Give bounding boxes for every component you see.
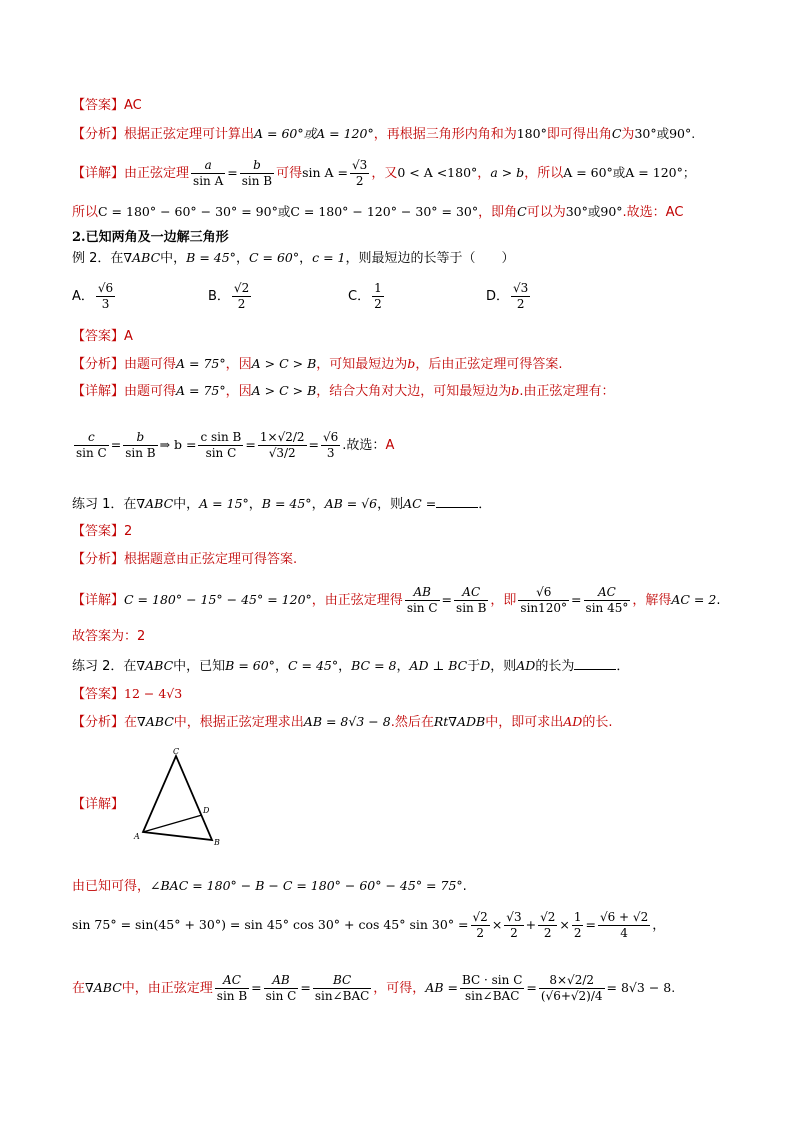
option-d: D． $\frac{√3}{2}$ <box>486 281 529 311</box>
option-b: B． $\frac{√2}{2}$ <box>208 281 250 311</box>
practice-2-stem: 练习 2．在∇ABC中，已知B = 60°，C = 45°，BC = 8，AD ⊥ BC于D，则AD的长为 ． <box>72 658 630 674</box>
analysis-text: 根据正弦定理可计算出 <box>124 127 255 142</box>
math-expr: 30°或90° <box>565 204 623 219</box>
fraction: $\frac{b}{\text{sin B}}$ <box>241 158 273 188</box>
label-b: B <box>214 838 220 847</box>
segment-ad <box>143 815 202 832</box>
detail-line-3: 【详解】由题可得A = 75°，因A > C > B，结合大角对大边，可知最短边为b.由正弦定理有： <box>72 383 615 399</box>
detail-tag-practice-2: 【详解】 <box>72 797 125 812</box>
detail-text: ， <box>477 166 491 181</box>
detail-text: 可得 <box>276 166 303 181</box>
option-a: A． $\frac{√6}{3}$ <box>72 281 114 311</box>
answer-value: AC <box>124 98 142 113</box>
label-d: D <box>203 806 210 815</box>
answer-line-3: 【答案】2 <box>72 524 133 539</box>
analysis-line-4: 【分析】在∇ABC中，根据正弦定理求出AB = 8√3 − 8.然后在Rt∇ADB中，即可求出AD的长. <box>72 714 613 730</box>
detail-line-1: 【详解】由正弦定理 $\frac{a}{\text{sin A}}$ = $\frac{b}{\text{sin B}}$ 可得sin A = $\frac{√3}{2}$ ，又0 < A <180°，a > b，所以A = 60°或A = 120°； <box>72 158 696 188</box>
option-c: C． $\frac{1}{2}$ <box>348 281 382 311</box>
math-expr: sin A = <box>302 165 349 180</box>
detail-text: ，又 <box>371 166 398 181</box>
math-expr: C <box>517 204 527 219</box>
answer-line-1 <box>72 96 734 116</box>
detail-text: 所以 <box>72 205 99 220</box>
detail-tag: 【详解】 <box>72 166 125 181</box>
detail-line-5: 由已知可得，∠BAC = 180° − B − C = 180° − 60° − 45° = 75°. <box>72 878 467 894</box>
triangle-abc <box>143 756 212 840</box>
analysis-line-2: 【分析】由题可得A = 75°，因A > C > B，可知最短边为b，后由正弦定理可得答案. <box>72 356 563 372</box>
label-a: A <box>134 832 140 841</box>
analysis-text: ，再根据三角形内角和为 <box>373 127 517 142</box>
analysis-text: 为 <box>621 127 635 142</box>
practice-1-stem: 练习 1．在∇ABC中，A = 15°，B = 45°，AB = √6，则AC = ． <box>72 496 492 512</box>
detail-text: ，所以 <box>524 166 564 181</box>
detail-line-7: 在∇ABC中，由正弦定理 $\frac{AC}{\text{sin B}}$ = $\frac{AB}{\text{sin C}}$ = $\frac{BC}{\text{sin∠BAC}}$ ，可得，AB = $\frac{\text{BC · sin C}}{\text{sin∠BAC}}$ = $\frac{8\times√2/2}{(√6+√2)/4}$ = 8√3 − 8. <box>72 973 676 1003</box>
answer-blank[interactable] <box>436 495 478 508</box>
detail-text: 可以为 <box>526 205 566 220</box>
answer-blank[interactable] <box>574 657 616 670</box>
math-expr: 180° <box>516 126 547 141</box>
math-expr: a > b <box>490 165 525 180</box>
detail-text: ，即角 <box>478 205 518 220</box>
analysis-text: 即可得出角 <box>546 127 612 142</box>
answer-line-2: 【答案】A <box>72 329 133 344</box>
fraction: $\frac{√3}{2}$ <box>352 158 368 188</box>
answer-tag: 【答案】 <box>72 98 125 113</box>
section-heading: 2.已知两角及一边解三角形 <box>72 230 229 245</box>
math-expr: 0 < A <180° <box>397 165 478 180</box>
detail-line-2 <box>72 202 734 223</box>
math-expr: A = 60°或A = 120°； <box>563 165 696 180</box>
math-expr: C = 180° − 60° − 30° = 90°或C = 180° − 120° − 30° = 30° <box>98 204 479 219</box>
detail-text: 由正弦定理 <box>124 166 190 181</box>
label-c: C <box>173 748 180 756</box>
final-answer-practice-1: 故答案为：2 <box>72 629 146 644</box>
math-expr: 30°或90°. <box>634 126 696 141</box>
triangle-figure <box>130 748 230 848</box>
detail-line-6: sin 75° = sin(45° + 30°) = sin 45° cos 30° + cos 45° sin 30° = $\frac{√2}{2}$ × $\frac{√3}{2}$ + $\frac{√2}{2}$ × $\frac{1}{2}$ = $\frac{√6 + √2}{4}$ ， <box>72 910 666 940</box>
analysis-line-1 <box>72 124 734 145</box>
example-2-stem: 例 2．在∇ABC中，B = 45°，C = 60°，c = 1，则最短边的长等于（ ） <box>72 250 515 266</box>
math-expr: A = 60°或A = 120° <box>254 126 374 141</box>
math-expr: C <box>611 126 622 141</box>
analysis-tag: 【分析】 <box>72 127 125 142</box>
analysis-line-3: 【分析】根据题意由正弦定理可得答案. <box>72 552 298 567</box>
detail-text: .故选：AC <box>622 205 684 220</box>
fraction: $\frac{a}{\text{sin A}}$ <box>193 158 224 188</box>
answer-line-4: 【答案】12 − 4√3 <box>72 686 183 702</box>
detail-line-4: 【详解】C = 180° − 15° − 45° = 120°，由正弦定理得 $\frac{AB}{\text{sin C}}$ = $\frac{AC}{\text{sin B}}$ ，即 $\frac{√6}{\sin 120^\circ}$ = $\frac{AC}{\sin 45^\circ}$ ，解得AC = 2. <box>72 585 721 615</box>
equation-example-2: $\frac{c}{\text{sin C}}$ = $\frac{b}{\text{sin B}}$ ⇒ b = $\frac{\text{c sin B}}{\text{sin C}}$ = $\frac{1\times√2/2}{√3/2}$ = $\frac{√6}{3}$ .故选：A <box>76 430 395 460</box>
